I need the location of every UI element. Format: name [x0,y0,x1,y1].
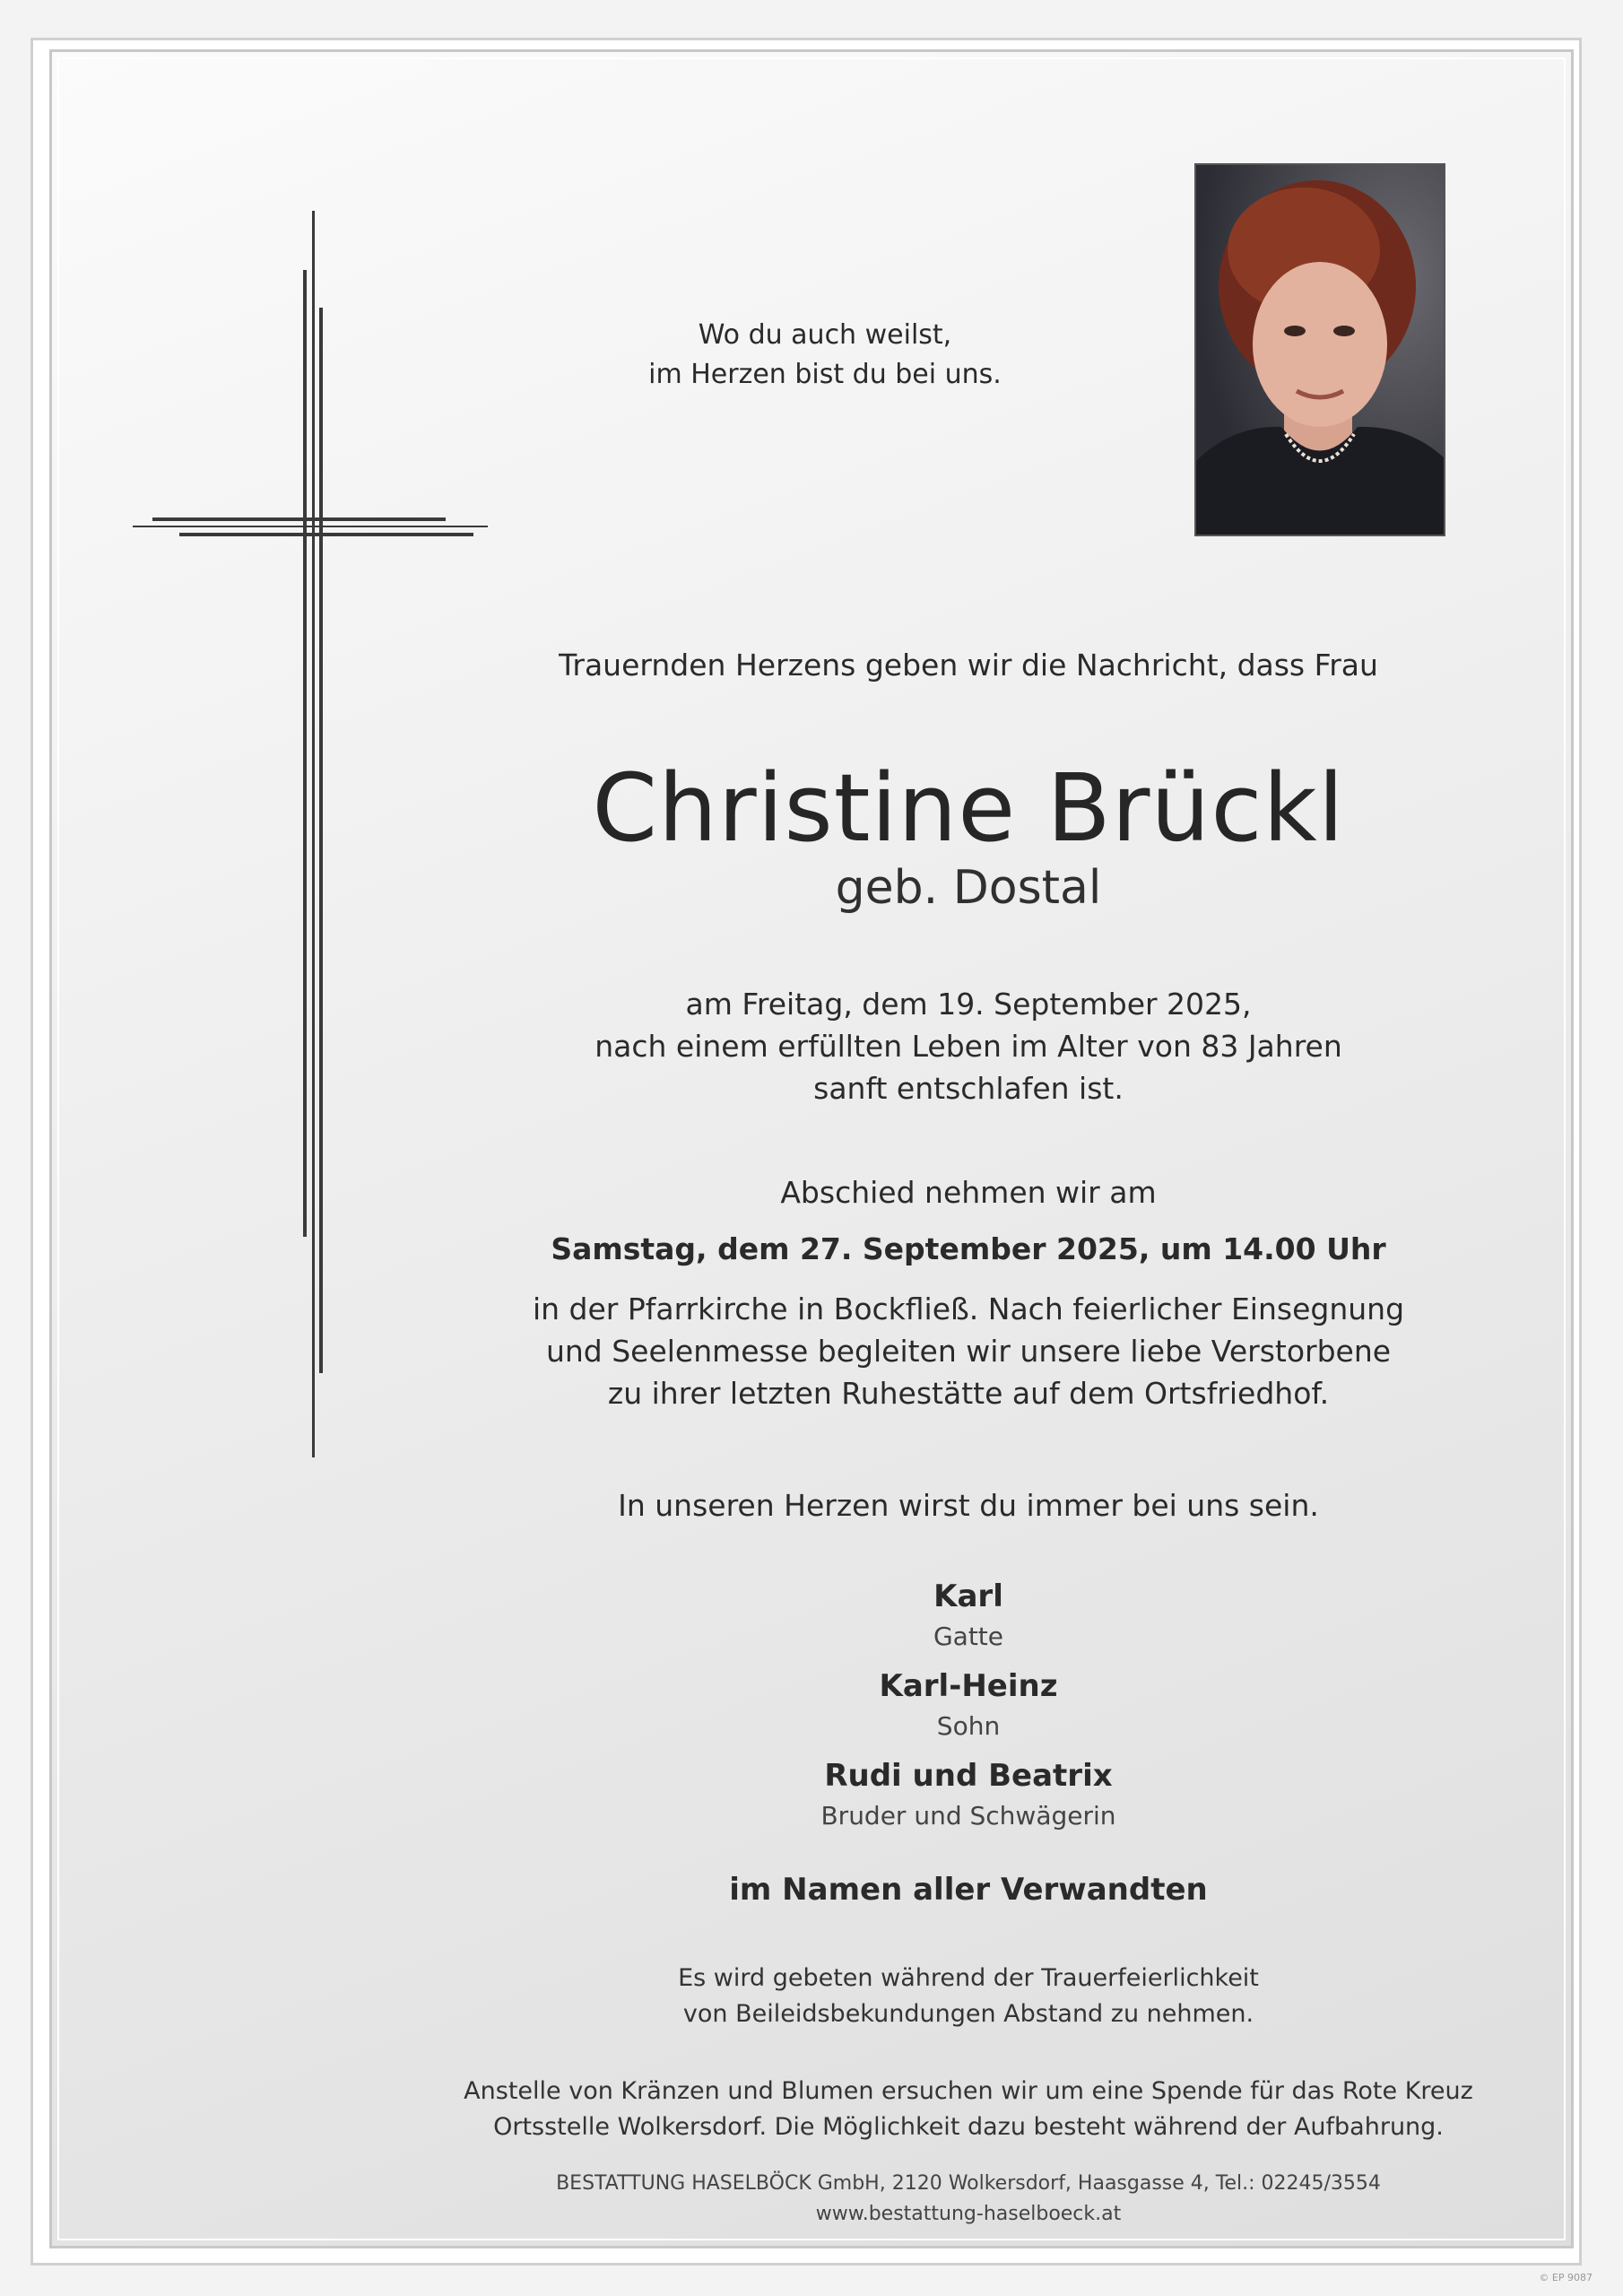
donation-note [386,2074,1551,2145]
funeral-home-address: BESTATTUNG HASELBÖCK GmbH, 2120 Wolkersdorf, Haasgasse 4, Tel.: 02245/3554 [556,2172,1381,2195]
mourner-relation: Bruder und Schwägerin [820,1801,1116,1831]
quote-line: Wo du auch weilst, [698,319,952,351]
farewell-date: Samstag, dem 27. September 2025, um 14.00 Uhr [551,1231,1386,1266]
farewell-line: in der Pfarrkirche in Bockfließ. Nach feierlicher Einsegnung [532,1292,1405,1326]
farewell-line: und Seelenmesse begleiten wir unsere liebe Verstorbene [545,1334,1392,1369]
quote [556,316,1094,395]
funeral-home-footer [475,2169,1462,2230]
death-line: nach einem erfüllten Leben im Alter von 83 Jahren [595,1029,1342,1064]
funeral-home-website[interactable]: www.bestattung-haselboeck.at [815,2203,1122,2225]
request-line: von Beileidsbekundungen Abstand zu nehmen. [682,2000,1254,2028]
closing-text: In unseren Herzen wirst du immer bei uns sein. [618,1488,1319,1523]
cross-icon [133,211,491,1466]
farewell-line: zu ihrer letzten Ruhestätte auf dem Ortsfriedhof. [607,1376,1330,1411]
deceased-name: Christine Brückl [592,753,1345,863]
farewell-details [475,1288,1462,1414]
death-line: am Freitag, dem 19. September 2025, [685,987,1252,1022]
death-line: sanft entschlafen ist. [813,1071,1124,1106]
request-line: Es wird gebeten während der Trauerfeierlichkeit [678,1964,1259,1992]
birth-name: geb. Dostal [835,861,1102,915]
death-details [475,983,1462,1109]
mourner-name: Karl-Heinz [879,1668,1058,1704]
donation-line: Anstelle von Kränzen und Blumen ersuchen wir um eine Spende für das Rote Kreuz [464,2077,1473,2105]
intro-text: Trauernden Herzens geben wir die Nachricht, dass Frau [559,648,1378,683]
copyright-mark: © EP 9087 [1539,2272,1593,2283]
condolence-request [475,1961,1462,2032]
mourner-relation: Sohn [936,1711,1001,1741]
mourner-name: Karl [933,1578,1003,1614]
family-signature: im Namen aller Verwandten [729,1872,1208,1908]
farewell-intro: Abschied nehmen wir am [780,1175,1157,1210]
quote-line: im Herzen bist du bei uns. [648,359,1002,390]
mourner-relation: Gatte [933,1622,1004,1651]
portrait-photo [1194,163,1445,536]
donation-line: Ortsstelle Wolkersdorf. Die Möglichkeit dazu besteht während der Aufbahrung. [493,2113,1444,2141]
mourner-name: Rudi und Beatrix [824,1758,1113,1794]
